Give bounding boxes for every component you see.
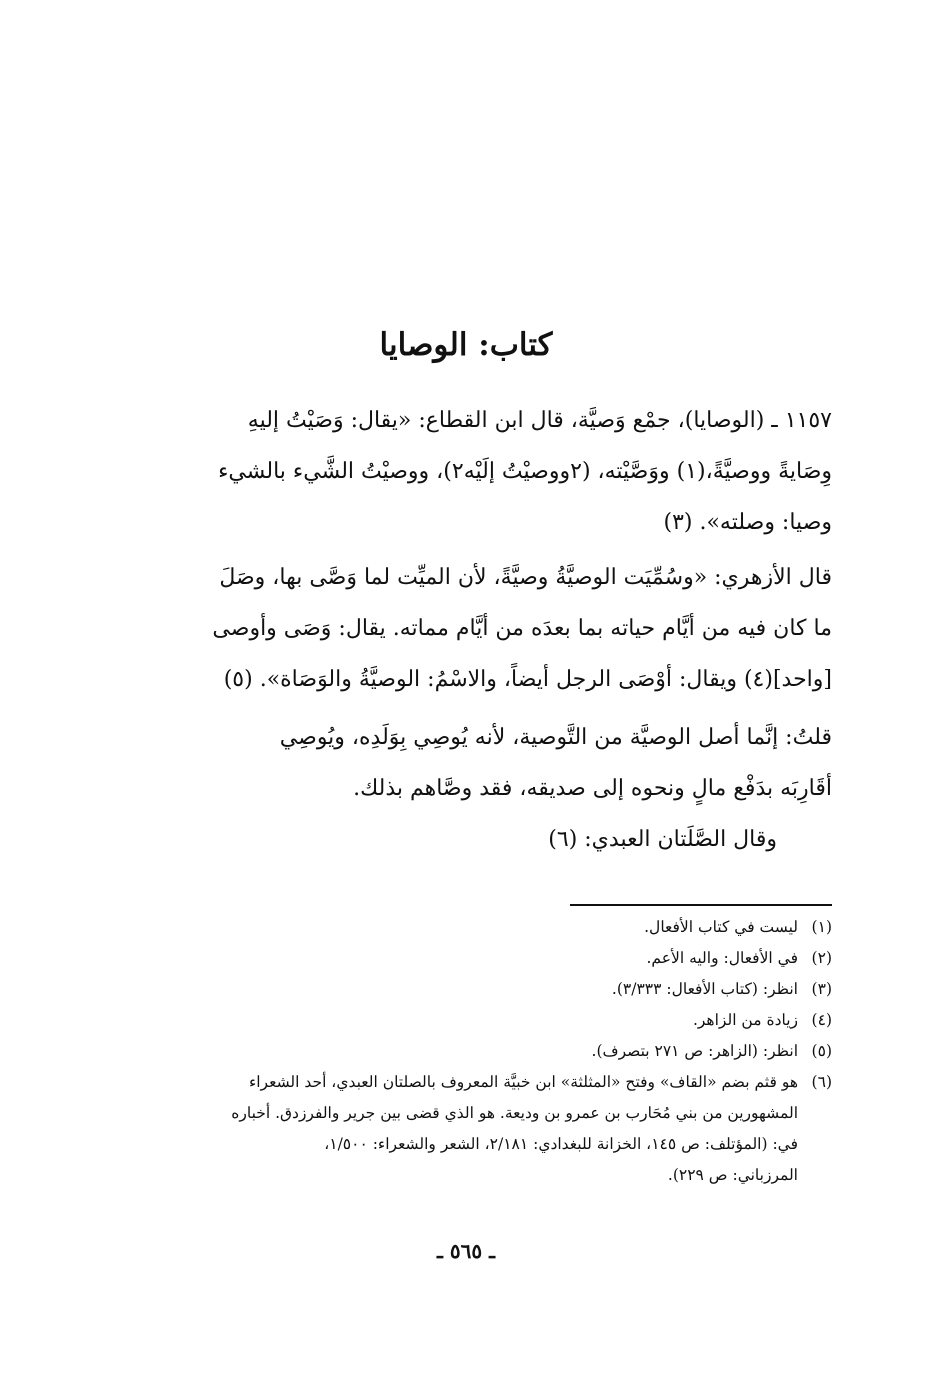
footnote-text: انظر: (الزاهر: ص ٢٧١ بتصرف). [591,1042,798,1060]
footnote-number: (٣) [811,980,832,998]
footnote-number: (٦) [811,1073,832,1091]
footnote-number: (٤) [811,1011,832,1029]
chapter-title: كتاب: الوصايا [379,327,553,363]
footnote-number: (٢) [811,949,832,967]
footnote-3 [97,974,832,1005]
footnote-4 [97,1005,832,1036]
paragraph-line: وصيا: وصلته». (٣) [663,510,832,535]
footnote-2 [97,943,832,974]
footnote-text: في الأفعال: واليه الأعم. [646,949,798,967]
paragraph-author-note [132,712,832,814]
paragraph-line: أقَارِبَه بدَفْع مالٍ ونحوه إلى صديقه، فقد وصَّاهم بذلك. [353,776,832,801]
footnote-6-continuation: في: (المؤتلف: ص ١٤٥، الخزانة للبغدادي: ٢/١٨١، الشعر والشعراء: ١/٥٠٠، [324,1135,798,1153]
footnote-text: هو قثم بضم «القاف» وفتح «المثلثة» ابن خبيَّة المعروف بالصلتان العبدي، أحد الشعراء [248,1073,798,1091]
footnote-5 [97,1036,832,1067]
footnote-text: ليست في كتاب الأفعال. [644,918,798,936]
paragraph-line: [واحد](٤) ويقال: أوْصَى الرجل أيضاً، والاسْمُ: الوصيَّةُ والوَصَاة». (٥) [223,667,832,692]
paragraph-line: وِصَايةً ووصيَّةً،(١) ووَصَّيْته، (٢ووصيْتُ إلَيْه٢)، ووصيْتُ الشَّيء بالشيء [218,459,832,484]
footnote-divider [570,904,832,906]
paragraph-line: ما كان فيه من أيَّام حياته بما بعدَه من أيَّام مماته. يقال: وَصَى وأوصى [212,616,832,641]
footnote-6 [97,1067,832,1098]
page-number: ـ ٥٦٥ ـ [437,1239,495,1263]
footnote-number: (١) [811,918,832,936]
footnote-text: انظر: (كتاب الأفعال: ٣/٣٣٣). [611,980,798,998]
paragraph-entry-1157 [132,395,832,548]
paragraph-line: قال الأزهري: «وسُمِّيَت الوصيَّةُ وصيَّةً، لأن الميِّت لما وَصَّى بها، وصَلَ [219,565,832,590]
paragraph-line: ١١٥٧ ـ (الوصايا)، جمْع وَصيَّة، قال ابن القطاع: «يقال: وَصَيْتُ إليهِ [247,408,832,433]
footnote-number: (٥) [811,1042,832,1060]
verse-intro: وقال الصَّلَتان العبدي: (٦) [548,827,777,852]
paragraph-azhari [132,552,832,705]
footnote-6-continuation: المشهورين من بني مُحَارب بن عمرو بن وديعة. هو الذي قضى بين جرير والفرزدق. أخباره [231,1104,798,1122]
footnote-6-continuation: المرزباني: ص ٢٢٩). [667,1166,798,1184]
footnote-text: زيادة من الزاهر. [692,1011,798,1029]
footnotes [97,912,832,1191]
footnote-1 [97,912,832,943]
paragraph-line: قلتُ: إنَّما أصل الوصيَّة من التَّوصية، لأنه يُوصِي بِوَلَدِه، ويُوصِي [279,725,832,750]
